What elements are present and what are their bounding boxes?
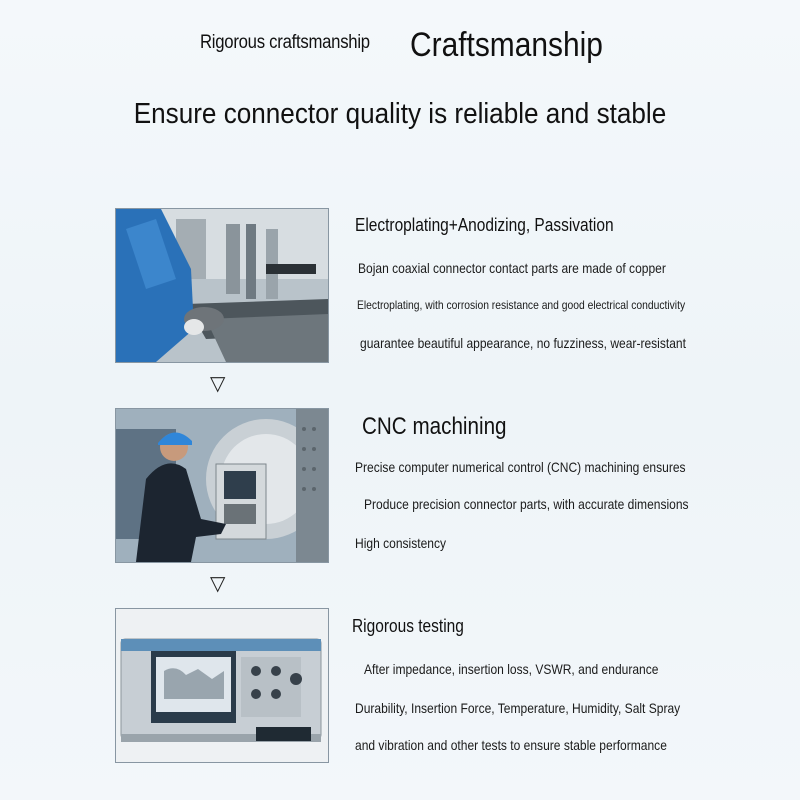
flow-arrow-1: ▽ <box>210 373 226 395</box>
section-title-cnc: CNC machining <box>362 413 507 440</box>
electroplating-photo <box>115 208 329 363</box>
flow-arrow-2: ▽ <box>210 573 226 595</box>
section-line: Durability, Insertion Force, Temperature, Humidity, Salt Spray <box>355 700 681 716</box>
testing-instrument-photo <box>115 608 329 763</box>
section-line: Bojan coaxial connector contact parts are made of copper <box>358 260 666 276</box>
page-subtitle: Ensure connector quality is reliable and stable <box>133 98 667 130</box>
cnc-machining-photo <box>115 408 329 563</box>
section-title-testing: Rigorous testing <box>352 616 464 636</box>
section-line: Produce precision connector parts, with accurate dimensions <box>364 496 689 512</box>
header-title: Craftsmanship <box>410 26 603 64</box>
section-line: Electroplating, with corrosion resistance and good electrical conductivity <box>357 298 686 312</box>
section-line: guarantee beautiful appearance, no fuzziness, wear-resistant <box>360 335 686 351</box>
header-subtitle-small: Rigorous craftsmanship <box>200 32 370 53</box>
section-title-electroplating: Electroplating+Anodizing, Passivation <box>355 215 614 235</box>
section-line: High consistency <box>355 535 447 551</box>
section-line: and vibration and other tests to ensure stable performance <box>355 737 667 753</box>
section-line: After impedance, insertion loss, VSWR, and endurance <box>364 661 659 677</box>
section-line: Precise computer numerical control (CNC) machining ensures <box>355 459 686 475</box>
